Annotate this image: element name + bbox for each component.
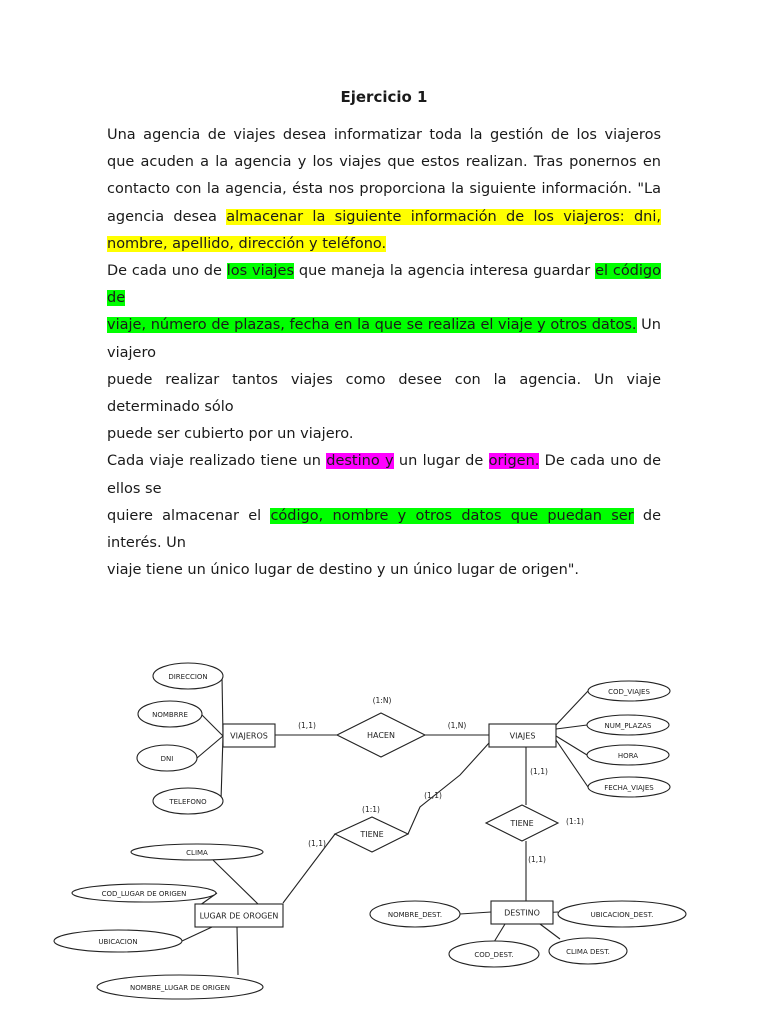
cardinality-tiene-origen-ratio: (1:1) bbox=[362, 805, 380, 814]
text-segment: quiere almacenar el bbox=[107, 507, 271, 524]
attribute-fecha-viajes-label: FECHA_VIAJES bbox=[604, 784, 654, 792]
entity-viajes-label: VIAJES bbox=[509, 731, 536, 741]
text-segment: De cada uno de ellos se bbox=[107, 453, 661, 497]
attribute-ubicacion-label: UBICACION bbox=[98, 938, 138, 946]
attribute-clima bbox=[131, 844, 263, 860]
relationship-hacen bbox=[337, 713, 425, 757]
paragraph bbox=[107, 122, 661, 258]
highlighted-text: viaje, número de plazas, fecha en la que se realiza el viaje y otros datos. bbox=[107, 317, 637, 334]
paragraph bbox=[107, 503, 661, 557]
entity-viajes bbox=[489, 724, 556, 747]
exercise-title: Ejercicio 1 bbox=[340, 88, 428, 106]
paragraph bbox=[107, 258, 661, 312]
text-segment: puede realizar tantos viajes como desee con la agencia. Un viaje determinado sólo bbox=[107, 371, 661, 416]
cardinality-tiene-destino: (1,1) bbox=[528, 855, 546, 864]
attribute-num-plazas-label: NUM_PLAZAS bbox=[604, 722, 652, 730]
attribute-hora bbox=[587, 745, 669, 765]
attribute-telefono-label: TELEFONO bbox=[169, 798, 207, 806]
text-segment: De cada uno de bbox=[107, 263, 227, 280]
attribute-nombre bbox=[138, 701, 202, 727]
entity-destino-label: DESTINO bbox=[504, 908, 540, 918]
attribute-cod-viajes bbox=[588, 681, 670, 701]
attribute-dni bbox=[137, 745, 197, 771]
attribute-cod-dest-label: COD_DEST. bbox=[474, 951, 514, 959]
relationship-hacen-label: HACEN bbox=[367, 731, 395, 740]
attribute-hora-label: HORA bbox=[617, 752, 639, 760]
attribute-direccion bbox=[153, 663, 223, 689]
attribute-ubicacion bbox=[54, 930, 182, 952]
attribute-num-plazas bbox=[587, 715, 669, 735]
problem-statement bbox=[107, 122, 661, 584]
highlighted-text: código, nombre y otros datos que puedan ser bbox=[270, 507, 634, 524]
attribute-nombre-label: NOMBRRE bbox=[152, 711, 188, 719]
attribute-clima-label: CLIMA bbox=[186, 849, 208, 857]
entity-viajeros-label: VIAJEROS bbox=[230, 731, 268, 741]
relationship-tiene-destino-label: TIENE bbox=[510, 819, 534, 828]
entity-viajeros bbox=[223, 724, 275, 747]
paragraph bbox=[107, 448, 661, 502]
cardinality-origen-tiene: (1,1) bbox=[308, 839, 326, 848]
text-segment: de interés. Un bbox=[107, 507, 662, 552]
attribute-cod-dest bbox=[449, 941, 539, 967]
cardinality-tiene-viajes: (1,1) bbox=[424, 791, 442, 800]
cardinality-viajes-tiene-dest: (1,1) bbox=[530, 767, 548, 776]
attribute-ubicacion-dest-label: UBICACION_DEST. bbox=[590, 911, 654, 919]
cardinality-hacen-ratio: (1:N) bbox=[372, 696, 392, 705]
attribute-fecha-viajes bbox=[588, 777, 670, 797]
highlighted-text: los viajes bbox=[226, 263, 295, 280]
text-segment: que maneja la agencia interesa guardar bbox=[294, 263, 596, 280]
text-segment: Un viajero bbox=[107, 317, 661, 361]
paragraph bbox=[107, 367, 661, 421]
relationship-tiene-origen-label: TIENE bbox=[360, 830, 384, 839]
attribute-dni-label: DNI bbox=[160, 755, 174, 763]
highlighted-text: destino y bbox=[326, 453, 394, 470]
attribute-direccion-label: DIRECCION bbox=[168, 673, 208, 681]
highlighted-text: almacenar la siguiente información de los viajeros: dni, nombre, apellido, dirección y teléfono. bbox=[107, 208, 661, 252]
paragraph bbox=[107, 421, 661, 448]
attribute-nombre-dest-label: NOMBRE_DEST. bbox=[387, 911, 443, 919]
attribute-cod-viajes-label: COD_VIAJES bbox=[608, 688, 650, 696]
attribute-cod-lugar-origen-label: COD_LUGAR DE ORIGEN bbox=[101, 890, 187, 898]
highlighted-text: el código de bbox=[107, 263, 661, 307]
entity-destino bbox=[491, 901, 553, 924]
cardinality-viajeros-hacen: (1,1) bbox=[298, 721, 316, 730]
er-diagram bbox=[0, 625, 768, 1025]
entity-lugar-origen-label: LUGAR DE OROGEN bbox=[199, 911, 279, 921]
attribute-nombre-dest bbox=[370, 901, 460, 927]
text-segment: Cada viaje realizado tiene un bbox=[107, 453, 327, 470]
cardinality-hacen-viajes: (1,N) bbox=[447, 721, 467, 730]
attribute-cod-lugar-origen bbox=[72, 884, 216, 902]
highlighted-text: origen. bbox=[488, 453, 540, 470]
paragraph bbox=[107, 557, 661, 584]
paragraph bbox=[107, 312, 661, 366]
cardinality-tiene-dest-ratio: (1:1) bbox=[566, 817, 584, 826]
attribute-ubicacion-dest bbox=[558, 901, 686, 927]
attribute-clima-dest bbox=[549, 938, 627, 964]
attribute-telefono bbox=[153, 788, 223, 814]
relationship-tiene-destino bbox=[486, 805, 558, 841]
relationship-tiene-origen bbox=[335, 817, 408, 852]
attribute-nombre-lugar-origen-label: NOMBRE_LUGAR DE ORIGEN bbox=[130, 984, 230, 992]
text-segment: un lugar de bbox=[393, 453, 489, 470]
cardinality-labels bbox=[298, 696, 584, 864]
text-segment: viaje tiene un único lugar de destino y un único lugar de origen". bbox=[107, 562, 580, 579]
text-segment: puede ser cubierto por un viajero. bbox=[107, 426, 354, 443]
attribute-nombre-lugar-origen bbox=[97, 975, 263, 999]
text-segment: Una agencia de viajes desea informatizar toda la gestión de los viajeros que acuden a la agencia y los viajes que estos realizan. Tras ponernos en contacto con la agencia, ésta nos proporciona la siguiente información. "La agencia desea bbox=[107, 127, 661, 225]
attribute-clima-dest-label: CLIMA DEST. bbox=[566, 948, 610, 956]
entity-lugar-origen bbox=[195, 904, 283, 927]
